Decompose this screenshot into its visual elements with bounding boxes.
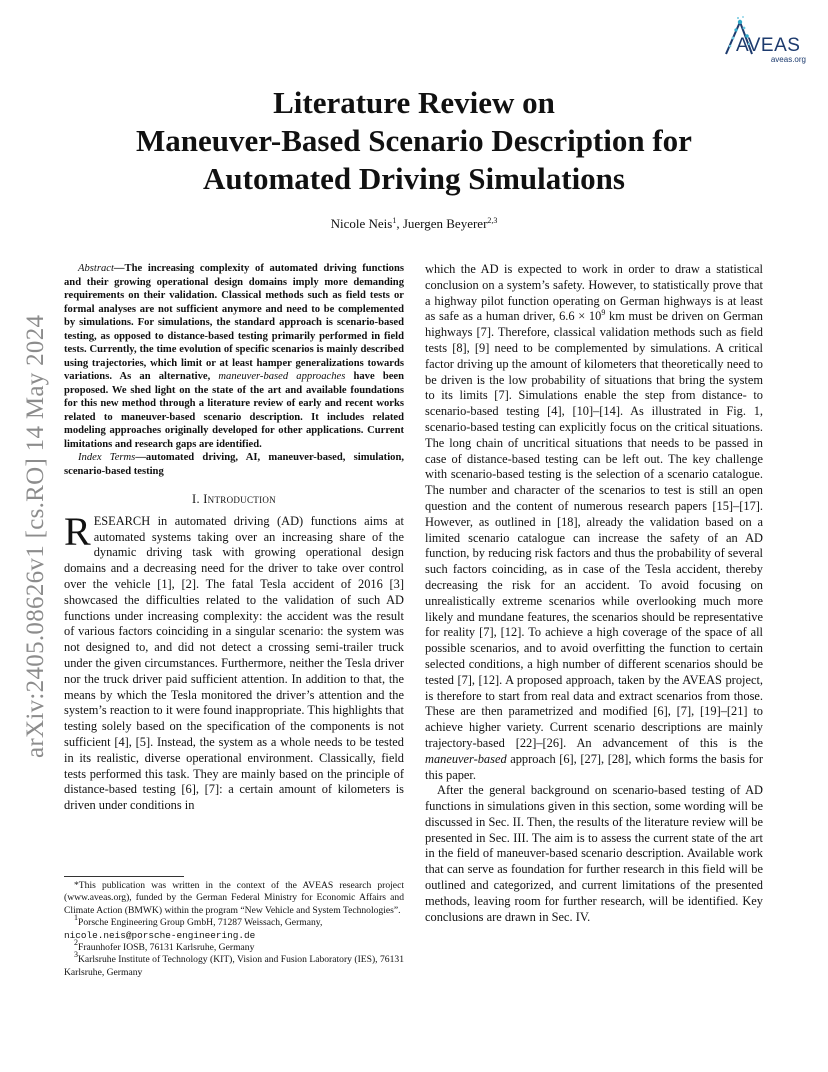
abstract-italic: maneuver-based approaches xyxy=(218,371,346,382)
author-separator: , xyxy=(396,216,403,231)
author-affiliation-mark: 2,3 xyxy=(487,216,498,225)
title-line-2: Maneuver-Based Scenario Description for xyxy=(136,123,692,158)
intro-paragraph xyxy=(64,508,404,814)
right-column xyxy=(425,262,763,925)
logo-url: aveas.org xyxy=(770,55,806,64)
footnote-mark: 2 xyxy=(74,938,78,948)
footnote-text: Karlsruhe Institute of Technology (KIT), Vision and Fusion Laboratory (IES), 76131 Karlsruhe, Germany xyxy=(64,954,404,978)
abstract-text: —The increasing complexity of automated driving functions and their growing operational design domains imply more demanding requirements on their validation. Classical methods such as field tests or formal analyses are not sufficient anymore and need to be complemented by simulations. For simulations, the standard approach is scenario-based testing, as opposed to distance-based testing primarily performed in field tests. Currently, the time evolution of specific scenarios is mainly described using trajectories, which limit or at least hamper generalizations towards variations. As an alternative, xyxy=(64,263,404,382)
footnote-affiliation-1 xyxy=(64,913,404,942)
footnote-rule xyxy=(64,876,184,877)
footnote-mark: 3 xyxy=(74,950,78,960)
author-name: Juergen Beyerer xyxy=(402,216,488,231)
section-heading xyxy=(64,492,404,508)
footnote-affiliation-2 xyxy=(64,938,404,954)
index-terms-label: Index Terms xyxy=(78,452,136,463)
left-column xyxy=(64,262,404,814)
aveas-logo xyxy=(718,14,812,64)
section-number: I. xyxy=(192,492,204,506)
author-name: Nicole Neis xyxy=(330,216,393,231)
author-email: nicole.neis@porsche-engineering.de xyxy=(64,929,256,941)
math-base: 6.6 × 10 xyxy=(559,309,602,324)
title-line-1: Literature Review on xyxy=(273,85,555,120)
body-text: which the AD is expected to work in order to draw a statistical conclusion on a system’s safety. However, to statistically prove that a highway pilot function operating on German highways is at least as safe as a human driver, xyxy=(425,262,763,324)
arxiv-stamp: arXiv:2405.08626v1 [cs.RO] 14 May 2024 xyxy=(22,314,49,758)
paper-title xyxy=(60,84,768,198)
title-line-3: Automated Driving Simulations xyxy=(203,161,625,196)
footnote-funding: *This publication was written in the context of the AVEAS research project (www.aveas.org), funded by the German Federal Ministry for Economic Affairs and Climate Action (BMWK) within the program “New Vehicle and System Technologies”. xyxy=(64,880,404,916)
abstract-text: have been proposed. We shed light on the state of the art and available foundations for this new method through a literature review of early and recent works related to maneuver-based scenario description. It includes related modeling approaches originally developed for other applications. Current limitations and research gaps are identified. xyxy=(64,371,405,450)
abstract xyxy=(64,262,404,451)
drop-cap: R xyxy=(64,508,91,554)
index-terms xyxy=(64,451,404,478)
body-text: approach [6], [27], [28], which forms the basis for this paper. xyxy=(425,751,763,782)
footnote-text: Porsche Engineering Group GmbH, 71287 Weissach, Germany, xyxy=(78,917,323,929)
footnotes xyxy=(64,876,404,979)
math-expression xyxy=(559,309,605,323)
emphasis-text: maneuver-based xyxy=(425,751,507,766)
body-paragraph: After the general background on scenario-based testing of AD functions in simulations given in this section, some wording will be discussed in Sec. II. Then, the results of the literature review will be presented in Sec. III. The aim is to assess the current state of the art in the field of maneuver-based scenario description. Available work that can serve as foundation for further research in this field will be outlined and categorized, and current limitations of the presented methods, leaving room for further research, will be identified. Key conclusions are drawn in Sec. IV. xyxy=(425,783,763,924)
abstract-label: Abstract xyxy=(78,263,114,274)
math-exponent: 9 xyxy=(601,308,606,318)
index-terms-text: —automated driving, AI, maneuver-based, simulation, scenario-based testing xyxy=(64,452,404,477)
author-list xyxy=(60,216,768,232)
logo-wordmark: AVEAS xyxy=(736,35,801,56)
footnote-mark: 1 xyxy=(74,913,78,923)
body-text: km must be driven on German highways [7]. Therefore, classical validation methods such as field tests [8], [9] need to be complemented by simulations. A critical factor driving up the amount of kilometers that theoretically need to be driven is the low probability of situations that bring the system to its limits [7]. Simulations enable the step from distance- to scenario-based testing [4], [10]–[14]. As illustrated in Fig. 1, scenario-based testing can explicitly focus on the critical situations. The long chain of uncritical situations that needs to be passed in case of distance-based testing can be left out. The key challenge with scenario-based testing is the selection of a scenario catalogue. The number and character of the scenarios to test is still an open question and the content of numerous research papers [15]–[17]. However, as outlined in [18], already the validation based on a limited scenario catalogue can increase the safety of an AD function, by reducing risk factors and thus the probability of several such factors coinciding, as in case of the Tesla accident, thereby decreasing the risk for an accident. To avoid focusing on unrealistically extreme scenarios while overlooking much more likely and mundane features, the scenarios should be representative for reality [7], [12]. To achieve a high coverage of the space of all possible scenarios, and to avoid overfitting the function to certain selected conditions, a high number of different scenarios should be tested [7], [12]. A proposed approach, taken by the AVEAS project, is therefore to start from real data and extract scenarios from those. These are then parametrized and modified [6], [7], [19]–[21] to achieve higher variety. Current scenario descriptions are mainly trajectory-based [22]–[26]. An advancement of this is the xyxy=(425,309,763,750)
section-title: Introduction xyxy=(203,492,276,506)
body-paragraph xyxy=(425,262,763,783)
footnote-text: Fraunhofer IOSB, 76131 Karlsruhe, Germany xyxy=(78,942,255,954)
footnote-affiliation-3 xyxy=(64,950,404,979)
intro-text: ESEARCH in automated driving (AD) functions aims at automated systems taking over an increasing share of the dynamic driving task with growing operational design domains and a decreasing need for the driver to take over control over the vehicle [1], [2]. The fatal Tesla accident of 2016 [3] showcased the difficulties related to the validation of such AD functions under increasing complexity: the accident was the result of various factors coinciding in a singular scenario: the system was not designed to, and did not detect a crossing semi-trailer truck under the given circumstances. Furthermore, neither the Tesla driver nor the truck driver paid sufficient attention. In addition to that, the means by which the Tesla monitored the driver’s attention and the system’s reaction to it were found inappropriate. This highlights that testing solely based on the specification of the components is not sufficient [4], [5]. Instead, the system as a whole needs to be tested in its realistic, diverse operational environment. Classically, field tests performed this task. They are mainly based on the principle of distance-based testing [6], [7]: a certain amount of kilometers is driven under conditions in xyxy=(64,513,404,813)
author-affiliation-mark: 1 xyxy=(392,216,397,225)
